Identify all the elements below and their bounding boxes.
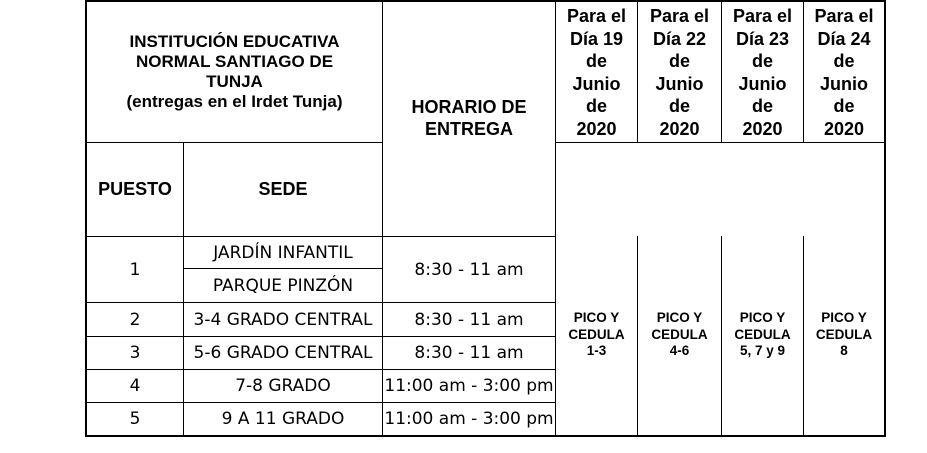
horario-cell: 8:30 - 11 am xyxy=(414,259,524,280)
puesto-cell: 2 xyxy=(129,309,141,330)
sede-cell: 7-8 GRADO xyxy=(235,376,331,396)
cell-text-line: CEDULA xyxy=(651,326,708,342)
pico-cedula-cell xyxy=(638,300,721,370)
horario-cell: 11:00 am - 3:00 pm xyxy=(384,376,554,396)
sede-cell: JARDÍN INFANTIL xyxy=(213,242,353,263)
horario-cell: 8:30 - 11 am xyxy=(414,309,524,330)
cell-text-line: 2020 xyxy=(576,118,617,139)
puesto-cell: 4 xyxy=(129,376,141,396)
cell-text-line: de xyxy=(585,51,607,71)
cell-text-line: PICO Y xyxy=(656,310,703,326)
cell-text-line: CEDULA xyxy=(568,326,625,342)
cell-text-line: de xyxy=(833,96,855,116)
date-header-22 xyxy=(638,2,721,142)
cell-text-line: de xyxy=(751,96,773,116)
cell-text-line: Junio xyxy=(572,73,621,94)
institution-subtitle: (entregas en el Irdet Tunja) xyxy=(126,92,343,111)
cell-text-line: 2020 xyxy=(823,118,865,139)
cell-text-line: Para el xyxy=(814,6,874,26)
cell-text-line: de xyxy=(833,51,855,71)
puesto-cell: 1 xyxy=(129,259,141,280)
institution-line: TUNJA xyxy=(206,72,263,91)
cell-text-line: PICO Y xyxy=(739,310,786,326)
cell-text-line: Junio xyxy=(738,73,787,94)
cell-text-line: Día 19 xyxy=(569,28,624,49)
cell-text-line: Día 23 xyxy=(735,28,790,49)
puesto-header: PUESTO xyxy=(98,179,172,199)
horario-cell: 8:30 - 11 am xyxy=(414,343,524,363)
horario-header xyxy=(383,60,555,176)
horario-cell: 11:00 am - 3:00 pm xyxy=(384,409,554,429)
cell-text-line: Para el xyxy=(732,6,793,26)
cell-text-line: de xyxy=(585,96,607,116)
sede-header: SEDE xyxy=(258,179,308,199)
cell-text-line: 1-3 xyxy=(586,343,607,359)
cell-text-line: Día 22 xyxy=(652,28,707,49)
sede-cell: 9 A 11 GRADO xyxy=(221,409,345,429)
cell-text-line: Para el xyxy=(649,6,710,26)
institution-line: NORMAL SANTIAGO DE xyxy=(135,52,334,71)
cell-text-line: CEDULA xyxy=(734,326,791,342)
cell-text-line: Junio xyxy=(655,73,704,94)
pico-cedula-cell xyxy=(722,300,803,370)
puesto-cell: 3 xyxy=(129,343,141,363)
cell-text-line: 4-6 xyxy=(669,343,690,359)
cell-text-line: 8 xyxy=(840,343,848,359)
date-header-23 xyxy=(722,2,803,142)
puesto-cell: 5 xyxy=(129,409,141,429)
cell-text-line: de xyxy=(751,51,773,71)
date-header-24 xyxy=(804,2,884,142)
institution-header xyxy=(87,2,382,142)
cell-text-line: PICO Y xyxy=(821,310,867,326)
sede-cell: 3-4 GRADO CENTRAL xyxy=(193,309,373,330)
cell-text-line: 2020 xyxy=(742,118,783,139)
pico-cedula-cell xyxy=(556,300,637,370)
cell-text-line: Junio xyxy=(820,73,868,94)
horario-header-line: HORARIO DE xyxy=(411,97,527,117)
cell-text-line: 5, 7 y 9 xyxy=(739,343,786,359)
date-header-19 xyxy=(556,2,637,142)
sede-cell: PARQUE PINZÓN xyxy=(212,275,354,296)
cell-text-line: PICO Y xyxy=(573,310,620,326)
institution-line: INSTITUCIÓN EDUCATIVA xyxy=(129,32,340,51)
horario-header-line: ENTREGA xyxy=(424,119,513,139)
cell-text-line: CEDULA xyxy=(815,326,873,342)
cell-text-line: Día 24 xyxy=(817,28,871,49)
sede-cell: 5-6 GRADO CENTRAL xyxy=(193,343,373,363)
cell-text-line: Para el xyxy=(566,6,627,26)
pico-cedula-cell xyxy=(804,300,884,370)
cell-text-line: de xyxy=(668,96,690,116)
cell-text-line: 2020 xyxy=(659,118,700,139)
cell-text-line: de xyxy=(668,51,690,71)
